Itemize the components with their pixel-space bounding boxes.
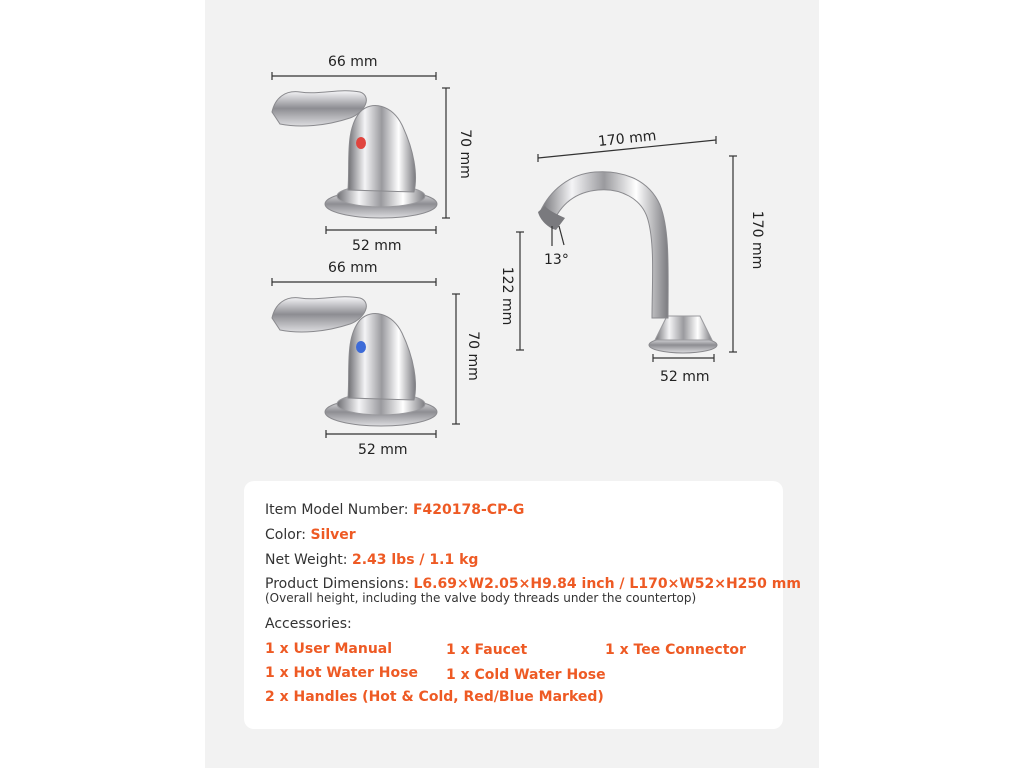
- weight-label: Net Weight:: [265, 552, 352, 568]
- hot-handle-illustration: [272, 91, 437, 218]
- cold-handle-illustration: [272, 297, 437, 426]
- accessory-item: 1 x Hot Water Hose: [265, 665, 418, 681]
- color-label: Color:: [265, 527, 311, 543]
- model-label: Item Model Number:: [265, 502, 413, 518]
- spout-reach-label: 170 mm: [597, 127, 658, 151]
- cold-indicator-dot: [356, 341, 366, 353]
- cold-handle-width-label: 66 mm: [328, 260, 378, 276]
- spout-angle-label: 13°: [544, 252, 569, 268]
- dimensions-row: [265, 576, 801, 592]
- hot-handle-width-label: 66 mm: [328, 54, 378, 70]
- spec-card: [244, 481, 801, 729]
- dimensions-value: L6.69×W2.05×H9.84 inch / L170×W52×H250 mm: [413, 576, 801, 592]
- accessory-item: 1 x Cold Water Hose: [446, 667, 606, 683]
- hot-handle-base-label: 52 mm: [352, 238, 402, 254]
- cold-handle-base-label: 52 mm: [358, 442, 408, 458]
- model-row: [265, 502, 524, 518]
- hot-indicator-dot: [356, 137, 366, 149]
- spout-outlet-height-label: 122 mm: [499, 266, 516, 326]
- weight-value: 2.43 lbs / 1.1 kg: [351, 552, 479, 568]
- dimensions-label: Product Dimensions:: [265, 576, 414, 592]
- accessory-item: 1 x Faucet: [446, 642, 528, 658]
- accessories-title: Accessories:: [265, 616, 352, 632]
- dimensions-note: (Overall height, including the valve body threads under the countertop): [265, 591, 697, 605]
- weight-row: [265, 552, 478, 568]
- accessory-item: 1 x User Manual: [265, 641, 393, 657]
- cold-handle-height-label: 70 mm: [464, 331, 481, 381]
- model-value: F420178-CP-G: [412, 502, 525, 518]
- spout-height-label: 170 mm: [749, 210, 766, 270]
- color-value: Silver: [310, 527, 356, 543]
- hot-handle-height-label: 70 mm: [456, 129, 473, 179]
- color-row: [265, 527, 356, 543]
- spout-base-label: 52 mm: [660, 369, 710, 385]
- accessory-item: 2 x Handles (Hot & Cold, Red/Blue Marked): [265, 689, 604, 705]
- accessory-item: 1 x Tee Connector: [605, 642, 746, 658]
